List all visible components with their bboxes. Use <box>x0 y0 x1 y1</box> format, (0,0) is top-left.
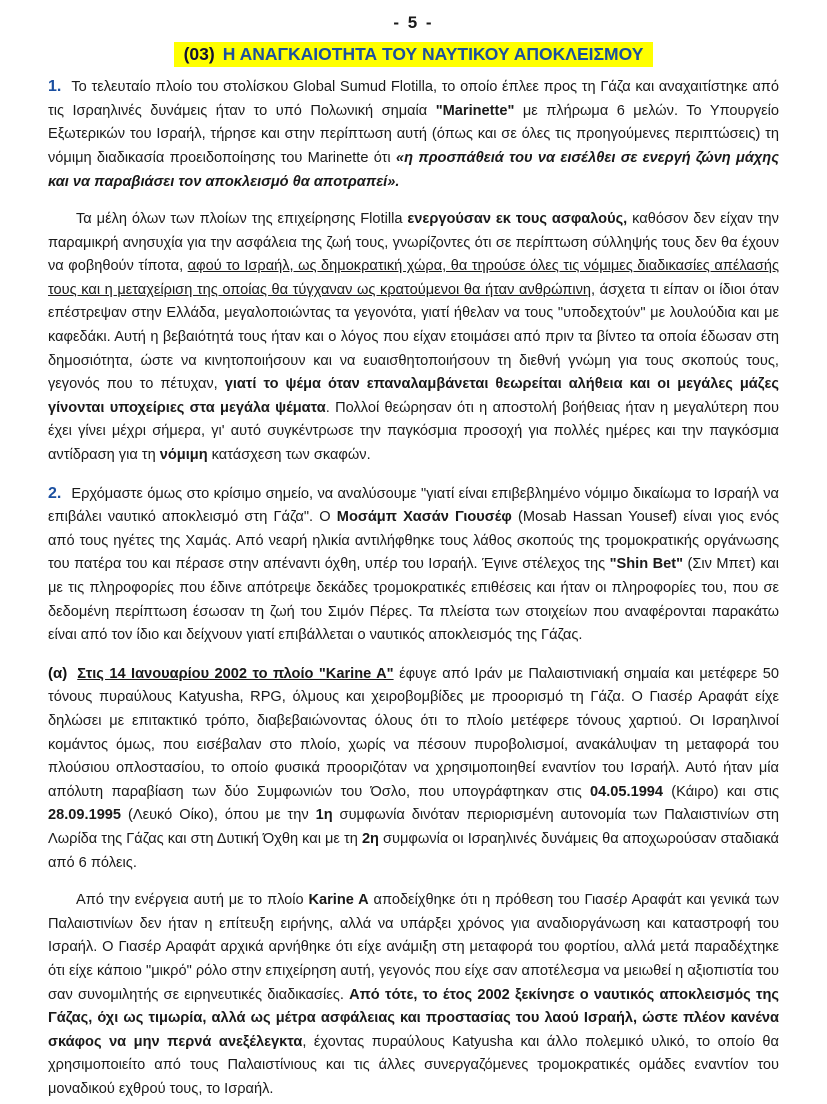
text-run-bold: ενεργούσαν εκ τους ασφαλούς, <box>407 211 628 228</box>
text-run-bold-underline: Στις 14 Ιανουαρίου 2002 το πλοίο "Karine A" <box>77 665 394 682</box>
paragraph-2-1 <box>48 482 779 648</box>
text-run: Τα μέλη όλων των πλοίων της επιχείρησης Flotilla <box>76 211 408 228</box>
paragraph-a-1 <box>48 662 779 875</box>
text-run: (Κάιρο) και στις <box>663 783 779 800</box>
text-run-bold: Karine A <box>308 892 369 909</box>
text-run: άσχετα τι είπαν οι ίδιοι όταν επέστρεψαν στην Ελλάδα, μεγαλοποιώντας τα γεγονότα, γιατί ήθελαν να τους "υποδεχτούν" με λουλούδια και με καφεδάκι. Αυτή η βεβαιότητά τους ήταν και ο λόγος που είχαν ετοιμάσει από πριν τα βίντεο τα οποία έδωσαν στη δημοσιότητα, ώστε να κινητοποιήσουν και να ευαισθητοποιήσουν τη διεθνή γνώμη για τους σκοπούς τους, γεγονός που το πέτυχαν, <box>48 281 779 393</box>
list-marker-alpha: (α) <box>48 664 68 682</box>
text-run: με πλήρωμα 6 μελών. Το Υπουργείο Εξωτερικών του Ισραήλ, τήρησε και στην περίπτωση αυτή (όπως και σε όλες τις προηγούμενες περιπτώσεις) τη νόμιμη διαδικασία προειδοποίησης του Marinette ότι <box>48 102 779 166</box>
text-run: καθόσον δεν είχαν την παραμικρή ανησυχία για την ασφάλεια της ζωή τους, γνωρίζοντες ότι σε περίπτωση σύλληψής τους δεν θα έχουν να φοβηθούν τίποτα, <box>48 211 779 275</box>
text-run-bold: "Marinette" <box>435 102 515 119</box>
text-run: κατάσχεση των σκαφών. <box>207 447 371 464</box>
text-run: (Λευκό Οίκο), όπου με την <box>121 807 316 824</box>
list-marker-2: 2. <box>48 484 62 502</box>
section-heading-container <box>48 42 779 67</box>
text-run-bold: 04.05.1994 <box>590 783 664 800</box>
text-run: (Σιν Μπετ) και με τις πληροφορίες που έδινε απότρεψε δεκάδες τρομοκρατικές επιθέσεις και ήταν οι πληροφορίες του, που σε δεδομένη περίπτωση έσωσαν τη ζωή του Σιμόν Πέρες. Τα πλείστα των στοιχείων που αναφέρονται παρακάτω είναι από τον ίδιο και δείχνουν γιατί επιβάλλεται ο ναυτικός αποκλεισμός της Γάζας. <box>48 556 779 644</box>
text-run: Ερχόμαστε όμως στο κρίσιμο σημείο, να αναλύσουμε "γιατί είναι επιβεβλημένο νόμιμο δικαίωμα το Ισραήλ να επιβάλει ναυτικό αποκλεισμό στη Γάζα". Ο <box>48 485 779 526</box>
text-run-bold: Από τότε, το έτος 2002 ξεκίνησε ο ναυτικός αποκλεισμός της Γάζας, όχι ως τιμωρία, αλλά ως μέτρα ασφάλειας και προστασίας του λαού Ισραήλ, ώστε πλέον κανένα σκάφος να μην περνά ανεξέλεγκτα <box>48 986 779 1050</box>
section-heading-title: Η ΑΝΑΓΚΑΙΟΤΗΤΑ ΤΟΥ ΝΑΥΤΙΚΟΥ ΑΠΟΚΛΕΙΣΜΟΥ <box>222 44 644 64</box>
text-run: Από την ενέργεια αυτή με το πλοίο <box>76 892 309 909</box>
text-run: (Mosab Hassan Yousef) είναι γιος ενός από τους ηγέτες της Χαμάς. Από νεαρή ηλικία αντιλήφθηκε τους λάθος σκοπούς της τρομοκρατικής οργάνωσης του πατέρα του και πέρασε στην απέναντι όχθη, υπέρ του Ισραήλ. Έγινε στέλεχος της <box>48 509 779 573</box>
text-run-bold: γιατί το ψέμα όταν επαναλαμβάνεται θεωρείται αλήθεια και οι μεγάλες μάζες γίνονται υποχείριες στα μεγάλα ψέματα <box>48 376 779 416</box>
paragraph-1-2 <box>48 208 779 468</box>
text-run-bold: 1η <box>315 807 333 824</box>
text-run-bold: 2η <box>361 830 379 847</box>
text-run-bold: 28.09.1995 <box>48 807 122 824</box>
text-run: Το τελευταίο πλοίο του στολίσκου Global Sumud Flotilla, το οποίο έπλεε προς τη Γάζα και αναχαιτίστηκε από τις Ισραηλινές δυνάμεις ήταν το υπό Πολωνική σημαία <box>48 79 779 119</box>
section-heading <box>174 42 654 67</box>
text-run: . Πολλοί θεώρησαν ότι η αποστολή βοήθειας ήταν η μεγαλύτερη που έχει γίνει μέχρι σήμερα, γι' αυτό συγκέντρωσε την παγκόσμια προσοχή για πολλές ημέρες και την παγκόσμια αντίδραση για τη <box>48 399 779 464</box>
text-run-bold: Μοσάμπ Χασάν Γιουσέφ <box>336 509 512 526</box>
text-run-bold: νόμιμη <box>159 447 208 464</box>
text-run-quote: «η προσπάθειά του να εισέλθει σε ενεργή ζώνη μάχης και να παραβιάσει τον αποκλεισμό θα αποτραπεί». <box>48 149 779 190</box>
paragraph-a-2 <box>48 889 779 1101</box>
section-heading-number: (03) <box>183 44 215 64</box>
page-number: - 5 - <box>393 13 434 32</box>
text-run: συμφωνία δινόταν περιορισμένη αυτονομία των Παλαιστινίων στη Λωρίδα της Γάζας και στη Δυτική Όχθη και με τη <box>48 807 779 847</box>
list-marker-1: 1. <box>48 78 62 96</box>
text-run: έφυγε από Ιράν με Παλαιστινιακή σημαία και μετέφερε 50 τόνους πυραύλους Katyusha, RPG, όλμους και χειροβομβίδες με προορισμό τη Γάζα. Ο Γιασέρ Αραφάτ είχε δηλώσει με επιτακτικό τρόπο, διαβεβαιώνοντας όλους ότι το πλοίο μετέφερε τόνους χαρτιού. Οι Ισραηλινοί κομάντος όμως, που εισέβαλαν στο πλοίο, χωρίς να πέσουν πυροβολισμοί, ανακάλυψαν τη μεταφορά του πλούσιου οπλοστασίου, το οποίο φυσικά προοριζόταν να χρησιμοποιηθεί εναντίον του Ισραήλ. Αυτό ήταν μία απόλυτη παραβίαση των δύο Συμφωνιών του Όσλο, που υπογράφτηκαν στις <box>48 665 779 800</box>
text-run: , έχοντας πυραύλους Katyusha και άλλο πολεμικό υλικό, το οποίο θα χρησιμοποιείτο από τους Παλαιστίνιους και τις άλλες συνεργαζόμενες τρομοκρατικές ομάδες εναντίον του μοναδικού εχθρού τους, το Ισραήλ. <box>48 1033 779 1097</box>
text-run: αποδείχθηκε ότι η πρόθεση του Γιασέρ Αραφάτ και γενικά των Παλαιστινίων δεν ήταν η επίτευξη ειρήνης, αλλά να υπάρξει χρόνος για αναδιοργάνωση και καταστροφή του Ισραήλ. Ο Γιασέρ Αραφάτ αρχικά αρνήθηκε ότι είχε ανάμιξη στη μεταφορά του φορτίου, αλλά μετά παραδέχτηκε ότι είχε κάποιο "μικρό" ρόλο στην επιχείρηση αυτή, γεγονός που είχε σαν αποτέλεσμα να μειωθεί η αξιοπιστία του σαν συνομιλητής σε ειρηνευτικές διαδικασίες. <box>48 892 779 1003</box>
text-run-bold: "Shin Bet" <box>609 556 684 573</box>
paragraph-1-1 <box>48 75 779 194</box>
text-run-underline: αφού το Ισραήλ, ως δημοκρατική χώρα, θα τηρούσε όλες τις νόμιμες διαδικασίες απέλασής τους και η μεταχείριση της οποίας θα τύγχαναν ως κρατούμενοι θα ήταν ανθρώπινη, <box>48 258 779 298</box>
text-run: συμφωνία οι Ισραηλινές δυνάμεις θα αποχωρούσαν σταδιακά από 6 πόλεις. <box>48 830 779 871</box>
